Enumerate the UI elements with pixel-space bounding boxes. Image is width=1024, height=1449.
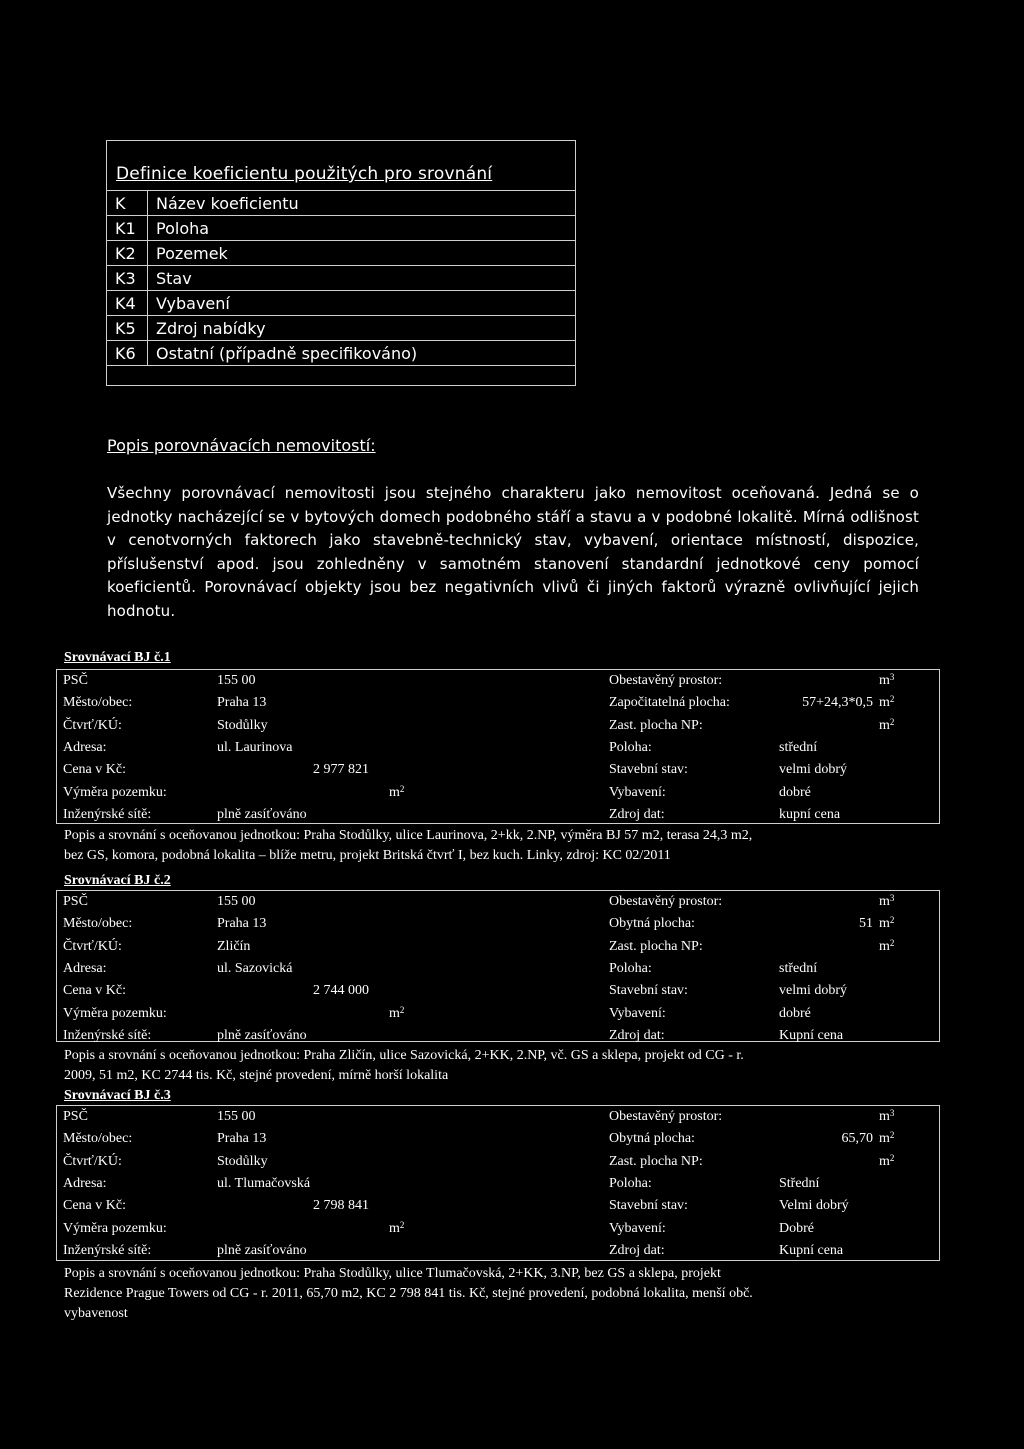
coefficient-name: Stav [148, 266, 576, 291]
unit-exponent: 2 [889, 937, 895, 948]
unit-exponent: 2 [399, 1219, 405, 1230]
field-value: velmi dobrý [779, 762, 848, 778]
field-label: Zast. plocha NP: [609, 1153, 703, 1169]
unit-exponent: 2 [399, 1004, 405, 1015]
field-label: Poloha: [609, 739, 652, 755]
field-label: Čtvrť/KÚ: [63, 938, 122, 954]
comparison-unit-row [57, 673, 939, 694]
comparison-unit-row [57, 1131, 939, 1152]
field-value: střední [779, 960, 818, 976]
comparison-unit-row [57, 1109, 939, 1130]
comparison-unit-table [56, 890, 940, 1042]
price-value: 2 977 821 [313, 762, 369, 778]
unit-label: $m^2$ [879, 694, 895, 711]
field-label: Inženýrské sítě: [63, 1242, 152, 1258]
coefficient-row [107, 241, 576, 266]
coefficient-name: Ostatní (případně specifikováno) [148, 341, 576, 366]
field-label: Cena v Kč: [63, 1198, 126, 1214]
field-label: Cena v Kč: [63, 762, 126, 778]
field-value: 155 00 [217, 1109, 256, 1124]
comparison-unit-heading: Srovnávací BJ č.3 [64, 1088, 171, 1103]
comparison-unit-row [57, 695, 939, 716]
coefficient-row [107, 216, 576, 241]
unit-exponent: 3 [889, 672, 895, 682]
comparison-unit-row [57, 1198, 939, 1219]
field-label: Obytná plocha: [609, 916, 695, 932]
unit-label: $m^2$ [879, 937, 895, 954]
field-value: velmi dobrý [779, 983, 848, 999]
field-label: Adresa: [63, 739, 107, 755]
unit-exponent: 2 [399, 783, 405, 794]
field-label: Poloha: [609, 1175, 652, 1191]
price-value: 2 744 000 [313, 983, 369, 999]
price-value: 2 798 841 [313, 1198, 369, 1214]
field-value: plně zasíťováno [217, 1242, 307, 1258]
comparison-unit-row [57, 961, 939, 982]
coefficient-header-k: K [107, 191, 148, 216]
unit-exponent: 2 [889, 1152, 895, 1163]
field-value: Praha 13 [217, 695, 267, 711]
comparison-unit-row [57, 1243, 939, 1264]
field-label: Zdroj dat: [609, 1027, 665, 1043]
coefficient-row [107, 341, 576, 366]
field-label: Adresa: [63, 960, 107, 976]
unit-label: $m^2$ [879, 716, 895, 733]
field-label: Čtvrť/KÚ: [63, 1153, 122, 1169]
comparison-unit-row [57, 916, 939, 937]
field-value: Praha 13 [217, 916, 267, 932]
description-line: bez GS, komora, podobná lokalita – blíže metru, projekt Britská čtvrť I, bez kuch. Linky, zdroj: KC 02/2011 [64, 848, 671, 863]
unit-label: $m^3$ [879, 893, 895, 909]
field-value: Kupní cena [779, 1242, 844, 1258]
field-label: PSČ [63, 894, 88, 909]
unit-exponent: 3 [889, 893, 895, 903]
field-label: Vybavení: [609, 1005, 666, 1021]
coefficient-table-title: Definice koeficientu použitých pro srovnání [116, 164, 493, 184]
unit-label: $m^2$ [879, 915, 895, 932]
field-label: Město/obec: [63, 1131, 133, 1147]
comparison-unit-row [57, 718, 939, 739]
field-label: Inženýrské sítě: [63, 806, 152, 822]
field-label: Obestavěný prostor: [609, 673, 723, 688]
area-unit: $m^2$ [389, 1219, 405, 1236]
description-line: Rezidence Prague Towers od CG - r. 2011, 65,70 m2, KC 2 798 841 tis. Kč, stejné provedení, podobná lokalita, menší obč. [64, 1286, 753, 1301]
field-label: Započitatelná plocha: [609, 695, 730, 711]
field-label: Zdroj dat: [609, 806, 665, 822]
field-value: Zličín [217, 938, 251, 954]
comparison-unit-row [57, 1006, 939, 1027]
description-line: Popis a srovnání s oceňovanou jednotkou: Praha Zličín, ulice Sazovická, 2+KK, 2.NP, vč. GS a sklepa, projekt od CG - r. [64, 1048, 744, 1063]
field-value: Stodůlky [217, 1153, 268, 1169]
description-line: 2009, 51 m2, KC 2744 tis. Kč, stejné provedení, mírně horší lokalita [64, 1068, 449, 1083]
comparison-unit-row [57, 785, 939, 806]
comparison-unit-row [57, 1154, 939, 1175]
field-value: plně zasíťováno [217, 1027, 307, 1043]
coefficient-code: K2 [107, 241, 148, 266]
unit-label: $m^3$ [879, 1108, 895, 1124]
field-label: Zast. plocha NP: [609, 717, 703, 733]
unit-exponent: 2 [889, 1130, 895, 1141]
field-value: Stodůlky [217, 717, 268, 733]
coefficient-name: Poloha [148, 216, 576, 241]
coefficient-row [107, 291, 576, 316]
field-label: Stavební stav: [609, 1198, 688, 1214]
coefficient-table [106, 190, 576, 366]
coefficient-code: K3 [107, 266, 148, 291]
field-label: Obytná plocha: [609, 1131, 695, 1147]
description-line: Popis a srovnání s oceňovanou jednotkou: Praha Stodůlky, ulice Laurinova, 2+kk, 2.NP, výměra BJ 57 m2, terasa 24,3 m2, [64, 828, 753, 843]
unit-label: $m^2$ [879, 1152, 895, 1169]
comparison-unit-row [57, 939, 939, 960]
field-label: PSČ [63, 673, 88, 688]
field-value: kupní cena [779, 806, 841, 822]
field-value: Dobré [779, 1220, 814, 1236]
comparison-unit-row [57, 740, 939, 761]
comparison-unit-table [56, 1105, 940, 1261]
coefficient-name: Vybavení [148, 291, 576, 316]
comparison-description-text: Všechny porovnávací nemovitosti jsou stejného charakteru jako nemovitost oceňovaná. Jedná se o jednotky nacházející se v bytových domech podobného stáří a stavu a v podobné lokalitě. Mírná odlišnost v cenotvorných faktorech jako stavebně-technický stav, vybavení, orientace místností, dispozice, příslušenství apod. jsou zohledněny v samotném stanovení standardní jednotkové ceny pomocí koeficientů. Porovnávací objekty jsou bez negativních vlivů či jiných faktorů výrazně ovlivňující jejich hodnotu. [107, 484, 919, 620]
field-value: dobré [779, 784, 811, 800]
comparison-unit-table [56, 669, 940, 824]
field-label: Výměra pozemku: [63, 784, 167, 800]
unit-exponent: 3 [889, 1108, 895, 1118]
coefficient-name: Pozemek [148, 241, 576, 266]
area-value: 65,70 [841, 1131, 873, 1147]
field-label: Adresa: [63, 1175, 107, 1191]
comparison-description-heading: Popis porovnávacích nemovitostí: [107, 436, 376, 455]
field-label: Stavební stav: [609, 762, 688, 778]
field-label: Vybavení: [609, 784, 666, 800]
field-value: 155 00 [217, 673, 256, 688]
field-label: Poloha: [609, 960, 652, 976]
coefficient-name: Zdroj nabídky [148, 316, 576, 341]
comparison-unit-description [64, 1046, 944, 1086]
field-value: ul. Laurinova [217, 739, 293, 755]
field-label: Stavební stav: [609, 983, 688, 999]
comparison-unit-row [57, 983, 939, 1004]
field-value: Střední [779, 1175, 820, 1191]
comparison-unit-row [57, 807, 939, 828]
field-label: Vybavení: [609, 1220, 666, 1236]
field-label: Výměra pozemku: [63, 1220, 167, 1236]
description-line: vybavenost [64, 1306, 128, 1321]
unit-label: $m^3$ [879, 672, 895, 688]
field-value: střední [779, 739, 818, 755]
field-label: Obestavěný prostor: [609, 1109, 723, 1124]
description-line: Popis a srovnání s oceňovanou jednotkou: Praha Stodůlky, ulice Tlumačovská, 2+KK, 3.NP, bez GS a sklepa, projekt [64, 1266, 721, 1281]
unit-label: $m^2$ [879, 1130, 895, 1147]
field-label: Město/obec: [63, 695, 133, 711]
comparison-unit-row [57, 894, 939, 915]
field-value: ul. Tlumačovská [217, 1175, 311, 1191]
unit-exponent: 2 [889, 716, 895, 727]
coefficient-code: K4 [107, 291, 148, 316]
coefficient-header-name: Název koeficientu [148, 191, 576, 216]
unit-exponent: 2 [889, 915, 895, 926]
coefficient-row [107, 316, 576, 341]
field-value: plně zasíťováno [217, 806, 307, 822]
field-label: PSČ [63, 1109, 88, 1124]
field-value: Kupní cena [779, 1027, 844, 1043]
field-label: Zdroj dat: [609, 1242, 665, 1258]
field-label: Čtvrť/KÚ: [63, 717, 122, 733]
comparison-unit-description [64, 1264, 944, 1324]
field-value: dobré [779, 1005, 811, 1021]
comparison-unit-heading: Srovnávací BJ č.1 [64, 650, 171, 665]
comparison-unit-row [57, 1221, 939, 1242]
coefficient-code: K1 [107, 216, 148, 241]
comparison-unit-description [64, 826, 944, 866]
field-label: Zast. plocha NP: [609, 938, 703, 954]
field-value: Velmi dobrý [779, 1198, 849, 1214]
comparison-unit-row [57, 1176, 939, 1197]
field-label: Město/obec: [63, 916, 133, 932]
field-label: Inženýrské sítě: [63, 1027, 152, 1043]
field-label: Cena v Kč: [63, 983, 126, 999]
area-unit: $m^2$ [389, 783, 405, 800]
coefficient-row [107, 266, 576, 291]
comparison-unit-heading: Srovnávací BJ č.2 [64, 873, 171, 888]
field-label: Výměra pozemku: [63, 1005, 167, 1021]
field-label: Obestavěný prostor: [609, 894, 723, 909]
unit-exponent: 2 [889, 694, 895, 705]
field-value: Praha 13 [217, 1131, 267, 1147]
area-unit: $m^2$ [389, 1004, 405, 1021]
field-value: ul. Sazovická [217, 960, 293, 976]
coefficient-code: K6 [107, 341, 148, 366]
field-value: 155 00 [217, 894, 256, 909]
area-value: 51 [859, 916, 873, 932]
area-value: 57+24,3*0,5 [802, 695, 873, 711]
coefficient-code: K5 [107, 316, 148, 341]
comparison-unit-row [57, 762, 939, 783]
coefficient-header-row [107, 191, 576, 216]
